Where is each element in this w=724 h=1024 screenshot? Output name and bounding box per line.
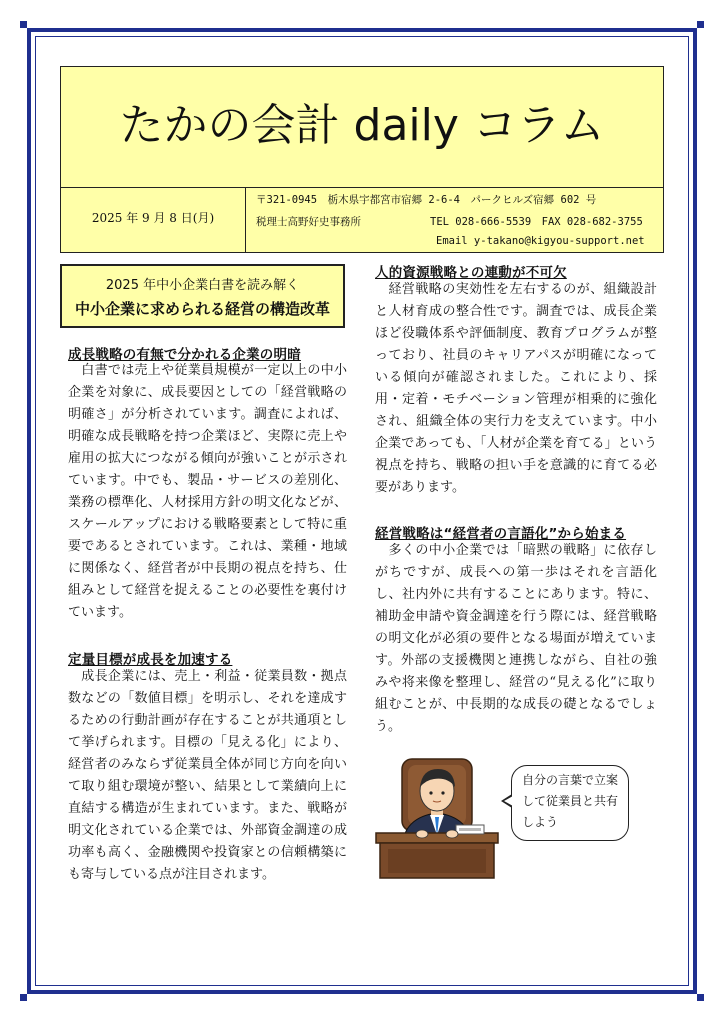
office-tel-fax: TEL 028-666-5539 FAX 028-682-3755 bbox=[430, 216, 643, 228]
section-heading: 経営戦略は“経営者の言語化”から始まる bbox=[375, 526, 627, 542]
office-name: 税理士高野好史事務所 bbox=[256, 216, 361, 228]
topic-subtitle: 2025 年中小企業白書を読み解く bbox=[105, 278, 300, 293]
section-body: 成長企業には、売上・利益・従業員数・拠点数などの「数値目標」を明示し、それを達成するための行動計画が存在することが共通項として挙げられます。目標の「見える化」により、経営者のみならず従業員全体が同じ方向を向いて取り組む環境が整い、結果として業績向上に直結する構造が生まれています。また、戦略が明文化されている企業では、外部資金調達の成功率も高く、金融機関や投資家との信頼構築にも寄与している点が注目されます。 bbox=[68, 669, 347, 882]
section-heading: 定量目標が成長を加速する bbox=[68, 652, 233, 668]
businessman-at-desk-illustration bbox=[372, 755, 502, 880]
speech-bubble bbox=[511, 765, 629, 841]
topic-title: 中小企業に求められる経営の構造改革 bbox=[74, 300, 330, 318]
date-box bbox=[60, 187, 246, 253]
section-heading: 成長戦略の有無で分かれる企業の明暗 bbox=[68, 347, 301, 363]
masthead-title: たかの会計 daily コラム bbox=[119, 100, 605, 151]
frame-corner-ornament bbox=[20, 21, 27, 28]
masthead-box bbox=[60, 66, 664, 188]
section-heading: 人的資源戦略との連動が不可欠 bbox=[375, 265, 567, 281]
issue-date: 2025 年 9 月 8 日(月) bbox=[91, 211, 215, 225]
office-email: Email y-takano@kigyou-support.net bbox=[436, 235, 645, 247]
speech-bubble-tail-fill bbox=[504, 796, 513, 806]
frame-corner-ornament bbox=[697, 21, 704, 28]
topic-box bbox=[60, 264, 345, 328]
frame-corner-ornament bbox=[20, 994, 27, 1001]
section-body: 白書では売上や従業員規模が一定以上の中小企業を対象に、成長要因としての「経営戦略の明確さ」が分析されています。調査によれば、明確な成長戦略を持つ企業ほど、実際に売上や雇用の拡大につながる傾向が強いことが示されています。中でも、製品・サービスの差別化、業務の標準化、人材採用方針の明文化などが、スケールアップにおける戦略要素として特に重要であるとされています。これは、業種・地域に関係なく、経営者が中長期の視点を持ち、仕組みとして経営を捉えることの必要性を裏付けています。 bbox=[68, 363, 347, 620]
speech-bubble-text: 自分の言葉で立案して従業員と共有しよう bbox=[522, 773, 619, 829]
contact-box bbox=[245, 187, 664, 253]
section-body: 経営戦略の実効性を左右するのが、組織設計と人材育成の整合性です。調査では、成長企業ほど役職体系や評価制度、教育プログラムが整っており、社員のキャリアパスが明確になっている傾向が確認されました。これにより、採用・定着・モチベーション管理が相乗的に強化され、組織全体の実行力を支えています。中小企業であっても、「人材が企業を育てる」という視点を持ち、戦略の担い手を意識的に育てる必要があります。 bbox=[375, 282, 657, 495]
frame-corner-ornament bbox=[697, 994, 704, 1001]
office-address: 〒321-0945 栃木県宇都宮市宿郷 2-6-4 パークヒルズ宿郷 602 号 bbox=[256, 194, 597, 206]
section-body: 多くの中小企業では「暗黙の戦略」に依存しがちですが、成長への第一歩はそれを言語化し、社内外に共有することにあります。特に、補助金申請や資金調達を行う際には、経営戦略の明文化が必須の要件となる場面が増えています。外部の支援機関と連携しながら、自社の強みや将来像を整理し、経営の“見える化”に取り組むことが、中長期的な成長の礎となるでしょう。 bbox=[375, 543, 657, 734]
